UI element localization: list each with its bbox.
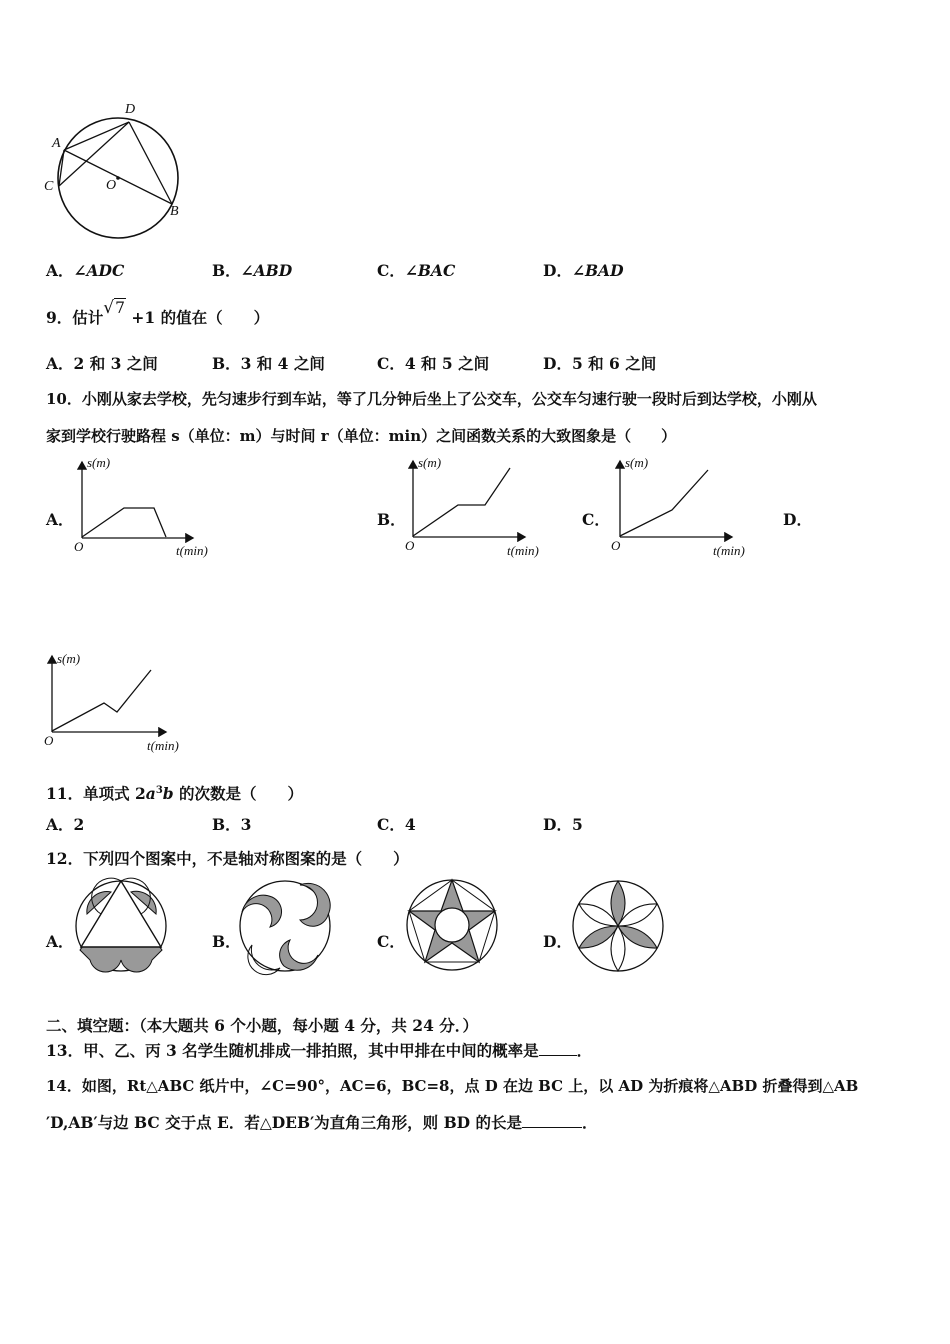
option-text: 3 (240, 815, 252, 834)
point-label-a: A (52, 136, 61, 151)
option-key: A． (46, 354, 74, 373)
x-axis-label: t(min) (713, 543, 745, 558)
q12-option-d[interactable]: D． (543, 932, 572, 951)
origin-label: O (611, 538, 621, 553)
point-label-o: O (106, 178, 117, 193)
sqrt-expression: √7 (103, 298, 126, 318)
origin-label: O (405, 538, 415, 553)
q13-answer-blank[interactable] (539, 1041, 577, 1056)
point-label-c: C (44, 179, 54, 194)
q10-option-d[interactable]: D． (783, 510, 812, 529)
q14-stem-line1: 14．如图，Rt△ABC 纸片中，∠C=90°，AC=6，BC=8，点 D 在边 BC 上，以 AD 为折痕将△ABD 折叠得到△AB (46, 1077, 859, 1095)
section-2-heading: 二、填空题：（本大题共 6 个小题，每小题 4 分，共 24 分．） (46, 1016, 479, 1035)
option-key: B． (212, 354, 241, 373)
option-text: ∠BAD (571, 261, 624, 280)
var-a: a (145, 784, 156, 804)
option-text: 5 (571, 815, 583, 834)
option-key: B． (212, 815, 241, 834)
option-text: ∠ABD (240, 261, 293, 280)
option-text: 2 (73, 815, 85, 834)
q14-answer-blank[interactable] (522, 1113, 582, 1128)
exponent: 3 (155, 785, 163, 796)
y-axis-label: s(m) (625, 455, 649, 470)
q11-suffix: 的次数是（ ） (173, 784, 304, 804)
q13-end: ． (576, 1041, 593, 1060)
q13-text: 13．甲、乙、丙 3 名学生随机排成一排拍照，其中甲排在中间的概率是 (46, 1041, 539, 1060)
q13-stem (46, 1041, 592, 1061)
x-axis-label: t(min) (176, 543, 208, 558)
option-key: B． (212, 261, 241, 280)
option-key: C． (377, 354, 405, 373)
q9-suffix: +1 的值在（ ） (131, 308, 270, 327)
option-key: C． (377, 261, 405, 280)
radicand: 7 (115, 299, 126, 317)
point-label-b: B (170, 204, 179, 219)
option-text: 3 和 4 之间 (240, 354, 325, 373)
y-axis-label: s(m) (87, 455, 111, 470)
q10-option-a[interactable]: A． (46, 510, 74, 529)
option-text: 2 和 3 之间 (73, 354, 158, 373)
q10-stem-line1: 10．小刚从家去学校，先匀速步行到车站，等了几分钟后坐上了公交车，公交车匀速行驶一段时后到达学校，小刚从 (46, 390, 817, 408)
option-text: ∠BAC (404, 261, 456, 280)
q14-end: ． (582, 1113, 598, 1132)
var-b: b (162, 784, 174, 804)
origin-label: O (74, 539, 84, 554)
option-text: 4 和 5 之间 (404, 354, 490, 373)
q10-stem-line2: 家到学校行驶路程 s（单位：m）与时间 r（单位：min）之间函数关系的大致图象是（ ） (46, 427, 677, 445)
x-axis-label: t(min) (147, 738, 179, 753)
q10-option-b[interactable]: B． (377, 510, 406, 529)
option-text: 5 和 6 之间 (571, 354, 657, 373)
option-key: D． (543, 354, 572, 373)
pattern-d[interactable] (573, 881, 663, 971)
q14-text: ′D,AB′与边 BC 交于点 E．若△DEB′为直角三角形，则 BD 的长是 (46, 1113, 523, 1132)
q12-option-a[interactable]: A． (46, 932, 74, 951)
option-key: C． (377, 815, 405, 834)
option-key: D． (543, 815, 572, 834)
x-axis-label: t(min) (507, 543, 539, 558)
pattern-c[interactable] (407, 880, 497, 970)
q11-prefix: 11．单项式 2 (46, 784, 146, 804)
point-label-d: D (125, 102, 136, 117)
q9-prefix: 9．估计 (46, 308, 104, 327)
origin-label: O (44, 733, 54, 748)
option-text: 4 (404, 815, 416, 834)
option-text: ∠ADC (73, 261, 125, 280)
q10-option-c[interactable]: C． (582, 510, 610, 529)
option-key: D． (543, 261, 572, 280)
q14-stem-line2 (46, 1113, 598, 1133)
q12-option-c[interactable]: C． (377, 932, 405, 951)
pattern-b[interactable] (240, 881, 330, 975)
y-axis-label: s(m) (57, 651, 81, 666)
q12-option-b[interactable]: B． (212, 932, 241, 951)
pattern-a[interactable] (76, 878, 166, 972)
option-key: A． (46, 815, 74, 834)
y-axis-label: s(m) (418, 455, 442, 470)
option-key: A． (46, 261, 74, 280)
q12-stem: 12．下列四个图案中，不是轴对称图案的是（ ） (46, 849, 409, 868)
